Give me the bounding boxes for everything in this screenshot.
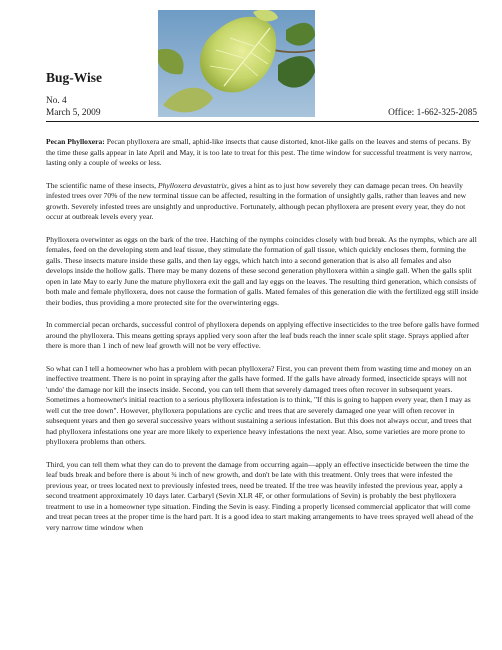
article-lead-heading: Pecan Phylloxera:	[46, 137, 105, 146]
paragraph-intro	[46, 137, 479, 169]
paragraph-text: The scientific name of these insects,	[46, 180, 158, 190]
newsletter-title: Bug-Wise	[46, 70, 103, 85]
paragraph-prevention: Third, you can tell them what they can do to prevent the damage from occurring again—apply an effective insecticide between the time the leaf buds break and before there is about ¾ inch of new growth, and don't be late with this treatment. Only trees that were infested the previous year, or trees located next to previously infested trees, need be treated. If the tree was heavily infested the previous year, apply a second treatment approximately 10 days later. Carbaryl (Sevin XLR 4F, or other formulations of Sevin) is probably the best phylloxera treatment to use in a homeowner type situation. Finding the Sevin is easy. Finding a properly licensed commercial applicator that will come and treat pecan trees at the proper time is the hard part. It is a good idea to start making arrangements to have trees sprayed well ahead of the very narrow time window when	[46, 459, 474, 532]
pecan-leaf-photo	[158, 10, 315, 117]
paragraph-homeowner-advice: So what can I tell a homeowner who has a problem with pecan phylloxera? First, you can prevent them from wasting time and money on an ineffective treatment. There is no point in spraying after the galls have formed. If the galls have already formed, insecticide sprays will not 'undo' the damage nor kill the insects inside. Second, you can tell them that severely damaged trees often recover in subsequent years. Sometimes a homeowner's initial reaction to a serious phylloxera infestation is to think, "If this is going to happen every year, then I may as well cut the tree down". However, phylloxera populations are cyclic and trees that are severely damaged one year will often recover in subsequent years and then go several successive years without sustaining a serious infestation. But this does not always occur, and trees that had phylloxera infestations one year are more likely to experience heavy infestations the next year. Also, some varieties are more prone to phylloxera problems than others.	[46, 363, 472, 446]
article-body	[46, 137, 479, 545]
paragraph-scientific-name	[46, 181, 479, 223]
paragraph-text: , gives a hint as to just how severely they can damage pecan trees. On heavily infested trees over 70% of the new terminal tissue can be affected, resulting in the formation of unsightly galls, rather than leaves and new growth. Severely infested trees are unsightly and unproductive. Fortunately, although pecan phylloxera are present every year, they do not occur at outbreak levels every year.	[46, 180, 467, 221]
paragraph-life-cycle: Phylloxera overwinter as eggs on the bark of the tree. Hatching of the nymphs coincides closely with bud break. As the nymphs, which are all females, feed on the developing stem and leaf tissue, they stimulate the formation of gall tissue, which quickly encloses them, forming the galls. These insects mature inside these galls, and then lay eggs, which hatch into a second generation that is also all females and also develops inside the hollow galls. There may be many dozens of these second generation phylloxera within a single gall. When the galls split open in late May to early June the mature phylloxera exit the gall and lay eggs on the leaves. The resulting third generation, which consists of both male and female phylloxera, does not cause the formation of galls. Mated females of this generation die with the fertilized egg still inside their bodies, thus providing a more protected site for the overwintering eggs.	[46, 234, 479, 307]
header-divider	[46, 121, 479, 122]
leaf-illustration-icon	[158, 10, 315, 117]
issue-number: No. 4	[46, 96, 67, 106]
paragraph-commercial-control: In commercial pecan orchards, successful control of phylloxera depends on applying effective insecticides to the tree before galls have formed around the phylloxera. This means getting sprays applied very soon after the leaf buds reach the inner scale split stage. Sprays applied after there is more than 1 inch of new leaf growth will not be very effective.	[46, 320, 479, 350]
issue-date: March 5, 2009	[46, 108, 101, 118]
paragraph-intro-text: Pecan phylloxera are small, aphid-like insects that cause distorted, knot-like galls on the leaves and stems of pecans. By the time these galls appear in late April and May, it is too late to treat for this pest. The time window for successful treatment is very narrow, lasting only a couple of weeks or less.	[46, 137, 473, 167]
scientific-name: Phylloxera devastatrix	[157, 180, 227, 190]
office-phone: Office: 1-662-325-2085	[388, 108, 477, 118]
